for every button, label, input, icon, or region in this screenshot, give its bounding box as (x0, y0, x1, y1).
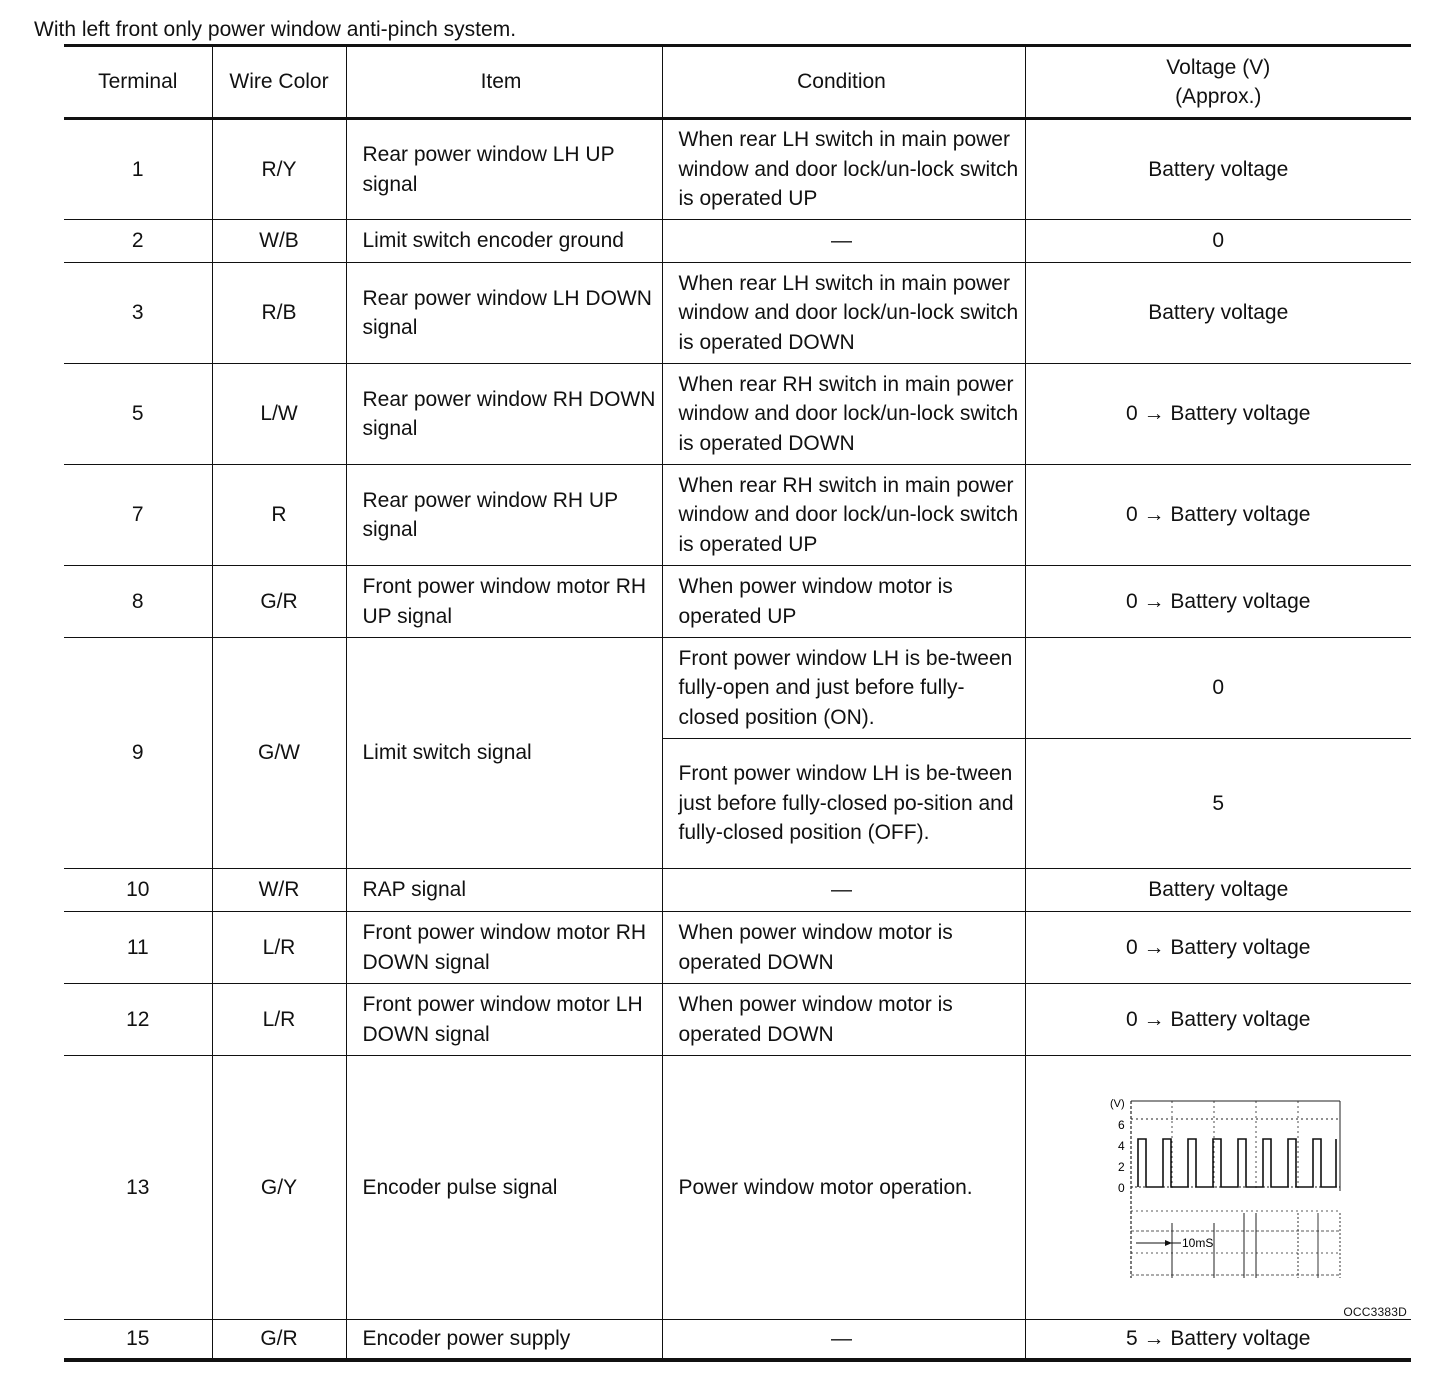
col-header-condition: Condition (662, 46, 1025, 119)
condition-cell: Front power window LH is be-tween just before fully-closed po-sition and fully-closed position (OFF). (662, 739, 1025, 869)
condition-cell: When rear LH switch in main power window and door lock/un-lock switch is operated UP (662, 119, 1025, 220)
terminal-cell: 3 (64, 263, 212, 364)
condition-cell: When power window motor is operated UP (662, 566, 1025, 638)
table-row (64, 869, 1411, 912)
terminal-cell: 5 (64, 364, 212, 465)
terminal-cell: 11 (64, 912, 212, 984)
figure-code: OCC3383D (1343, 1305, 1407, 1319)
terminal-cell: 8 (64, 566, 212, 638)
table-row (64, 465, 1411, 566)
condition-cell: — (662, 220, 1025, 263)
terminal-spec-table (64, 44, 1411, 1362)
item-cell: Front power window motor RH UP signal (346, 566, 662, 638)
item-cell: Rear power window RH UP signal (346, 465, 662, 566)
terminal-cell: 10 (64, 869, 212, 912)
encoder-pulse-waveform (1068, 1063, 1368, 1313)
item-cell: Rear power window RH DOWN signal (346, 364, 662, 465)
voltage-cell: Battery voltage (1025, 263, 1411, 364)
table-header-row (64, 46, 1411, 119)
voltage-header-line2: (Approx.) (1175, 85, 1262, 108)
condition-cell: When rear RH switch in main power window and door lock/un-lock switch is operated UP (662, 465, 1025, 566)
table-row (64, 1056, 1411, 1320)
item-cell: RAP signal (346, 869, 662, 912)
condition-cell: When power window motor is operated DOWN (662, 984, 1025, 1056)
terminal-cell: 9 (64, 638, 212, 869)
table-row (64, 912, 1411, 984)
col-header-voltage (1025, 46, 1411, 119)
terminal-cell: 15 (64, 1320, 212, 1360)
voltage-cell: 0 → Battery voltage (1025, 566, 1411, 638)
voltage-cell: 0 → Battery voltage (1025, 364, 1411, 465)
table-row (64, 638, 1411, 739)
wire-color-cell: L/W (212, 364, 346, 465)
voltage-cell: 0 → Battery voltage (1025, 465, 1411, 566)
table-row (64, 364, 1411, 465)
table-row (64, 1320, 1411, 1360)
table-caption: With left front only power window anti-pinch system. (34, 18, 517, 41)
condition-cell: When power window motor is operated DOWN (662, 912, 1025, 984)
scope-unit-label: (V) (1110, 1097, 1125, 1110)
table-row (64, 220, 1411, 263)
table-row (64, 119, 1411, 220)
item-cell: Front power window motor LH DOWN signal (346, 984, 662, 1056)
item-cell: Limit switch signal (346, 638, 662, 869)
wire-color-cell: G/Y (212, 1056, 346, 1320)
wire-color-cell: G/W (212, 638, 346, 869)
voltage-cell: 0 → Battery voltage (1025, 912, 1411, 984)
scope-y-tick: 2 (1118, 1159, 1125, 1174)
col-header-item: Item (346, 46, 662, 119)
voltage-cell: 0 (1025, 638, 1411, 739)
condition-cell: — (662, 869, 1025, 912)
condition-cell: Power window motor operation. (662, 1056, 1025, 1320)
col-header-wire-color: Wire Color (212, 46, 346, 119)
wire-color-cell: G/R (212, 1320, 346, 1360)
condition-cell: When rear RH switch in main power window and door lock/un-lock switch is operated DOWN (662, 364, 1025, 465)
voltage-cell: Battery voltage (1025, 869, 1411, 912)
voltage-cell: Battery voltage (1025, 119, 1411, 220)
voltage-header-line1: Voltage (V) (1166, 55, 1271, 79)
scope-time-label: 10mS (1182, 1235, 1214, 1250)
item-cell: Front power window motor RH DOWN signal (346, 912, 662, 984)
table-row (64, 263, 1411, 364)
condition-cell: Front power window LH is be-tween fully-open and just before fully-closed position (ON). (662, 638, 1025, 739)
voltage-cell-waveform (1025, 1056, 1411, 1320)
wire-color-cell: W/R (212, 869, 346, 912)
terminal-cell: 13 (64, 1056, 212, 1320)
wire-color-cell: G/R (212, 566, 346, 638)
wire-color-cell: W/B (212, 220, 346, 263)
voltage-cell: 5 (1025, 739, 1411, 869)
item-cell: Rear power window LH DOWN signal (346, 263, 662, 364)
wire-color-cell: R/Y (212, 119, 346, 220)
scope-y-tick: 6 (1118, 1117, 1125, 1132)
table-row (64, 566, 1411, 638)
wire-color-cell: L/R (212, 912, 346, 984)
condition-cell: — (662, 1320, 1025, 1360)
item-cell: Rear power window LH UP signal (346, 119, 662, 220)
item-cell: Limit switch encoder ground (346, 220, 662, 263)
voltage-cell: 0 → Battery voltage (1025, 984, 1411, 1056)
condition-cell: When rear LH switch in main power window and door lock/un-lock switch is operated DOWN (662, 263, 1025, 364)
voltage-cell: 0 (1025, 220, 1411, 263)
table-row (64, 984, 1411, 1056)
terminal-cell: 2 (64, 220, 212, 263)
item-cell: Encoder power supply (346, 1320, 662, 1360)
col-header-terminal: Terminal (64, 46, 212, 119)
oscilloscope-figure (1068, 1063, 1368, 1313)
scope-y-tick: 0 (1118, 1180, 1125, 1195)
wire-color-cell: L/R (212, 984, 346, 1056)
terminal-cell: 12 (64, 984, 212, 1056)
terminal-cell: 7 (64, 465, 212, 566)
wire-color-cell: R/B (212, 263, 346, 364)
terminal-cell: 1 (64, 119, 212, 220)
item-cell: Encoder pulse signal (346, 1056, 662, 1320)
voltage-cell: 5 → Battery voltage (1025, 1320, 1411, 1360)
wire-color-cell: R (212, 465, 346, 566)
scope-y-tick: 4 (1118, 1138, 1125, 1153)
